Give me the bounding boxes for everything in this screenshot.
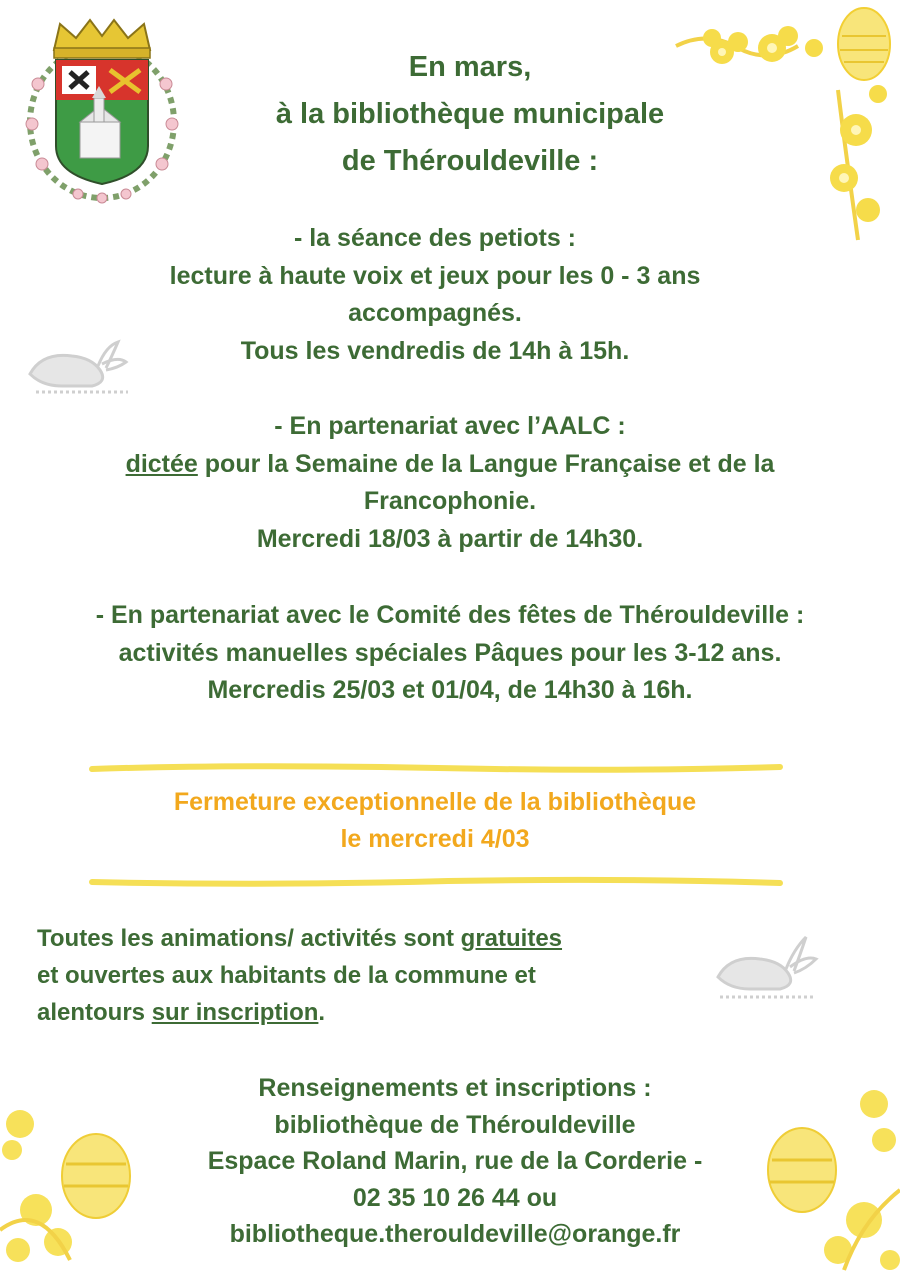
dictee-description-rest: pour la Semaine de la Langue Française et de la xyxy=(197,449,775,478)
free-emphasis: gratuites xyxy=(460,925,563,952)
event-dictee-heading: - En partenariat avec l’AALC : xyxy=(274,412,626,440)
divider xyxy=(88,876,784,888)
info-paragraph xyxy=(37,920,562,1031)
title-line-3: de Thérouldeville : xyxy=(341,145,599,177)
contact-address: Espace Roland Marin, rue de la Corderie - xyxy=(207,1147,703,1175)
registration-emphasis: sur inscription xyxy=(151,999,319,1026)
contact-info xyxy=(0,1070,900,1253)
event-petiots-schedule: Tous les vendredis de 14h à 15h. xyxy=(240,336,630,365)
event-paques-schedule: Mercredis 25/03 et 01/04, de 14h30 à 16h. xyxy=(207,676,693,704)
closure-line-2: le mercredi 4/03 xyxy=(340,825,530,853)
event-dictee-description xyxy=(0,446,900,484)
event-paques xyxy=(0,597,900,710)
event-petiots xyxy=(0,220,900,370)
info-line-2: et ouvertes aux habitants de la commune et xyxy=(37,962,536,989)
event-petiots-heading: - la séance des petiots : xyxy=(293,224,577,252)
closure-line-1: Fermeture exceptionnelle de la bibliothèque xyxy=(173,788,697,816)
contact-library: bibliothèque de Thérouldeville xyxy=(274,1110,636,1139)
info-line-3 xyxy=(37,994,562,1031)
closure-notice xyxy=(0,784,900,858)
title-line-2: à la bibliothèque municipale xyxy=(275,98,665,130)
title-line-1: En mars, xyxy=(408,51,532,83)
event-petiots-description: lecture à haute voix et jeux pour les 0 - 3 ans xyxy=(169,261,701,290)
event-dictee-description-cont: Francophonie. xyxy=(363,487,537,515)
page-title xyxy=(0,44,900,185)
info-line-3-text: alentours xyxy=(37,999,152,1026)
contact-phone: 02 35 10 26 44 ou xyxy=(352,1183,558,1212)
info-line-3-end: . xyxy=(318,999,326,1026)
contact-heading: Renseignements et inscriptions : xyxy=(258,1074,652,1102)
event-paques-description: activités manuelles spéciales Pâques pour les 3-12 ans. xyxy=(118,638,782,667)
contact-email[interactable]: bibliotheque.therouldeville@orange.fr xyxy=(229,1220,681,1248)
event-dictee-schedule: Mercredi 18/03 à partir de 14h30. xyxy=(256,524,644,553)
info-line-1-text: Toutes les animations/ activités sont xyxy=(37,925,461,952)
dictee-word: dictée xyxy=(125,449,198,478)
event-dictee xyxy=(0,408,900,558)
divider xyxy=(88,762,784,774)
event-petiots-description-cont: accompagnés. xyxy=(348,299,522,327)
rabbit-icon xyxy=(710,925,822,1003)
event-paques-heading: - En partenariat avec le Comité des fêtes de Thérouldeville : xyxy=(95,601,805,629)
info-line-1 xyxy=(37,920,562,957)
